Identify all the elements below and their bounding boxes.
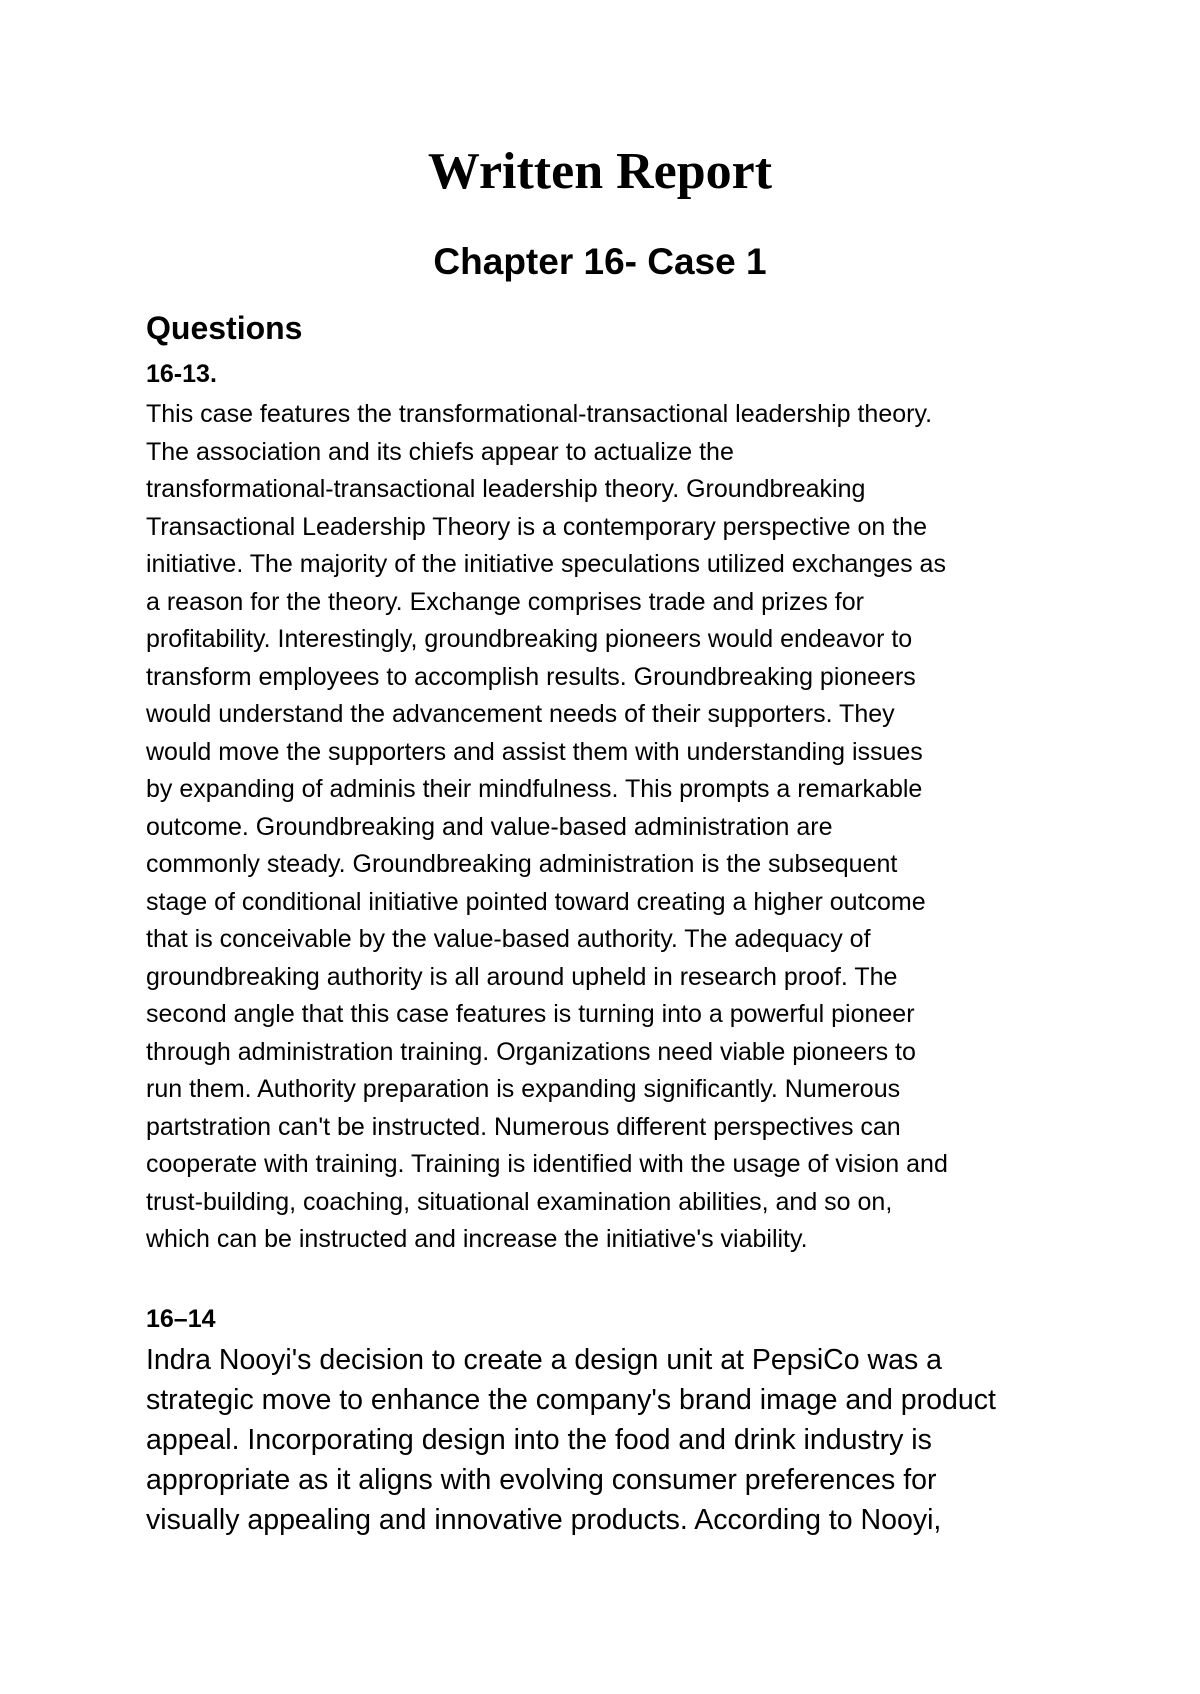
paragraph-line: that is conceivable by the value-based authority. The adequacy of xyxy=(146,925,871,953)
paragraph-line: visually appealing and innovative products. According to Nooyi, xyxy=(146,1504,942,1536)
paragraph-line: stage of conditional initiative pointed toward creating a higher outcome xyxy=(146,887,926,916)
paragraph-line: second angle that this case features is turning into a powerful pioneer xyxy=(146,1000,915,1028)
section-heading: Questions xyxy=(146,310,303,346)
paragraph-line: by expanding of adminis their mindfulness. This prompts a remarkable xyxy=(146,775,923,803)
question-answer xyxy=(146,1340,1106,1540)
question-label: 16–14 xyxy=(146,1305,216,1333)
paragraph-line: through administration training. Organizations need viable pioneers to xyxy=(146,1037,916,1066)
question-label: 16-13. xyxy=(146,360,217,388)
paragraph-line: run them. Authority preparation is expanding significantly. Numerous xyxy=(146,1075,901,1103)
paragraph-line: cooperate with training. Training is identified with the usage of vision and xyxy=(146,1150,948,1178)
paragraph-line: transform employees to accomplish results. Groundbreaking pioneers xyxy=(146,662,916,691)
paragraph-line: profitability. Interestingly, groundbreaking pioneers would endeavor to xyxy=(146,625,913,653)
paragraph-line: would understand the advancement needs of their supporters. They xyxy=(146,700,895,728)
document-subtitle: Chapter 16- Case 1 xyxy=(433,241,767,282)
paragraph-line: trust-building, coaching, situational examination abilities, and so on, xyxy=(146,1187,893,1216)
paragraph-line: a reason for the theory. Exchange comprises trade and prizes for xyxy=(146,587,864,616)
question-answer xyxy=(146,396,1086,1259)
paragraph-line: This case features the transformational-transactional leadership theory. xyxy=(146,400,933,428)
paragraph-line: which can be instructed and increase the initiative's viability. xyxy=(146,1225,808,1253)
paragraph-line: The association and its chiefs appear to actualize the xyxy=(146,437,734,466)
paragraph-line: appeal. Incorporating design into the food and drink industry is xyxy=(146,1424,932,1456)
paragraph-line: initiative. The majority of the initiative speculations utilized exchanges as xyxy=(146,550,946,578)
paragraph-line: would move the supporters and assist them with understanding issues xyxy=(146,737,923,766)
paragraph-line: commonly steady. Groundbreaking administration is the subsequent xyxy=(146,850,898,878)
paragraph-line: appropriate as it aligns with evolving consumer preferences for xyxy=(146,1464,937,1496)
paragraph-line: groundbreaking authority is all around upheld in research proof. The xyxy=(146,962,898,991)
paragraph-line: Transactional Leadership Theory is a contemporary perspective on the xyxy=(146,512,927,541)
paragraph-line: partstration can't be instructed. Numerous different perspectives can xyxy=(146,1112,901,1141)
paragraph-line: outcome. Groundbreaking and value-based administration are xyxy=(146,812,833,841)
document-title: Written Report xyxy=(427,143,773,200)
paragraph-line: strategic move to enhance the company's brand image and product xyxy=(146,1384,996,1416)
paragraph-line: transformational-transactional leadership theory. Groundbreaking xyxy=(146,475,866,503)
paragraph-line: Indra Nooyi's decision to create a design unit at PepsiCo was a xyxy=(146,1344,942,1376)
